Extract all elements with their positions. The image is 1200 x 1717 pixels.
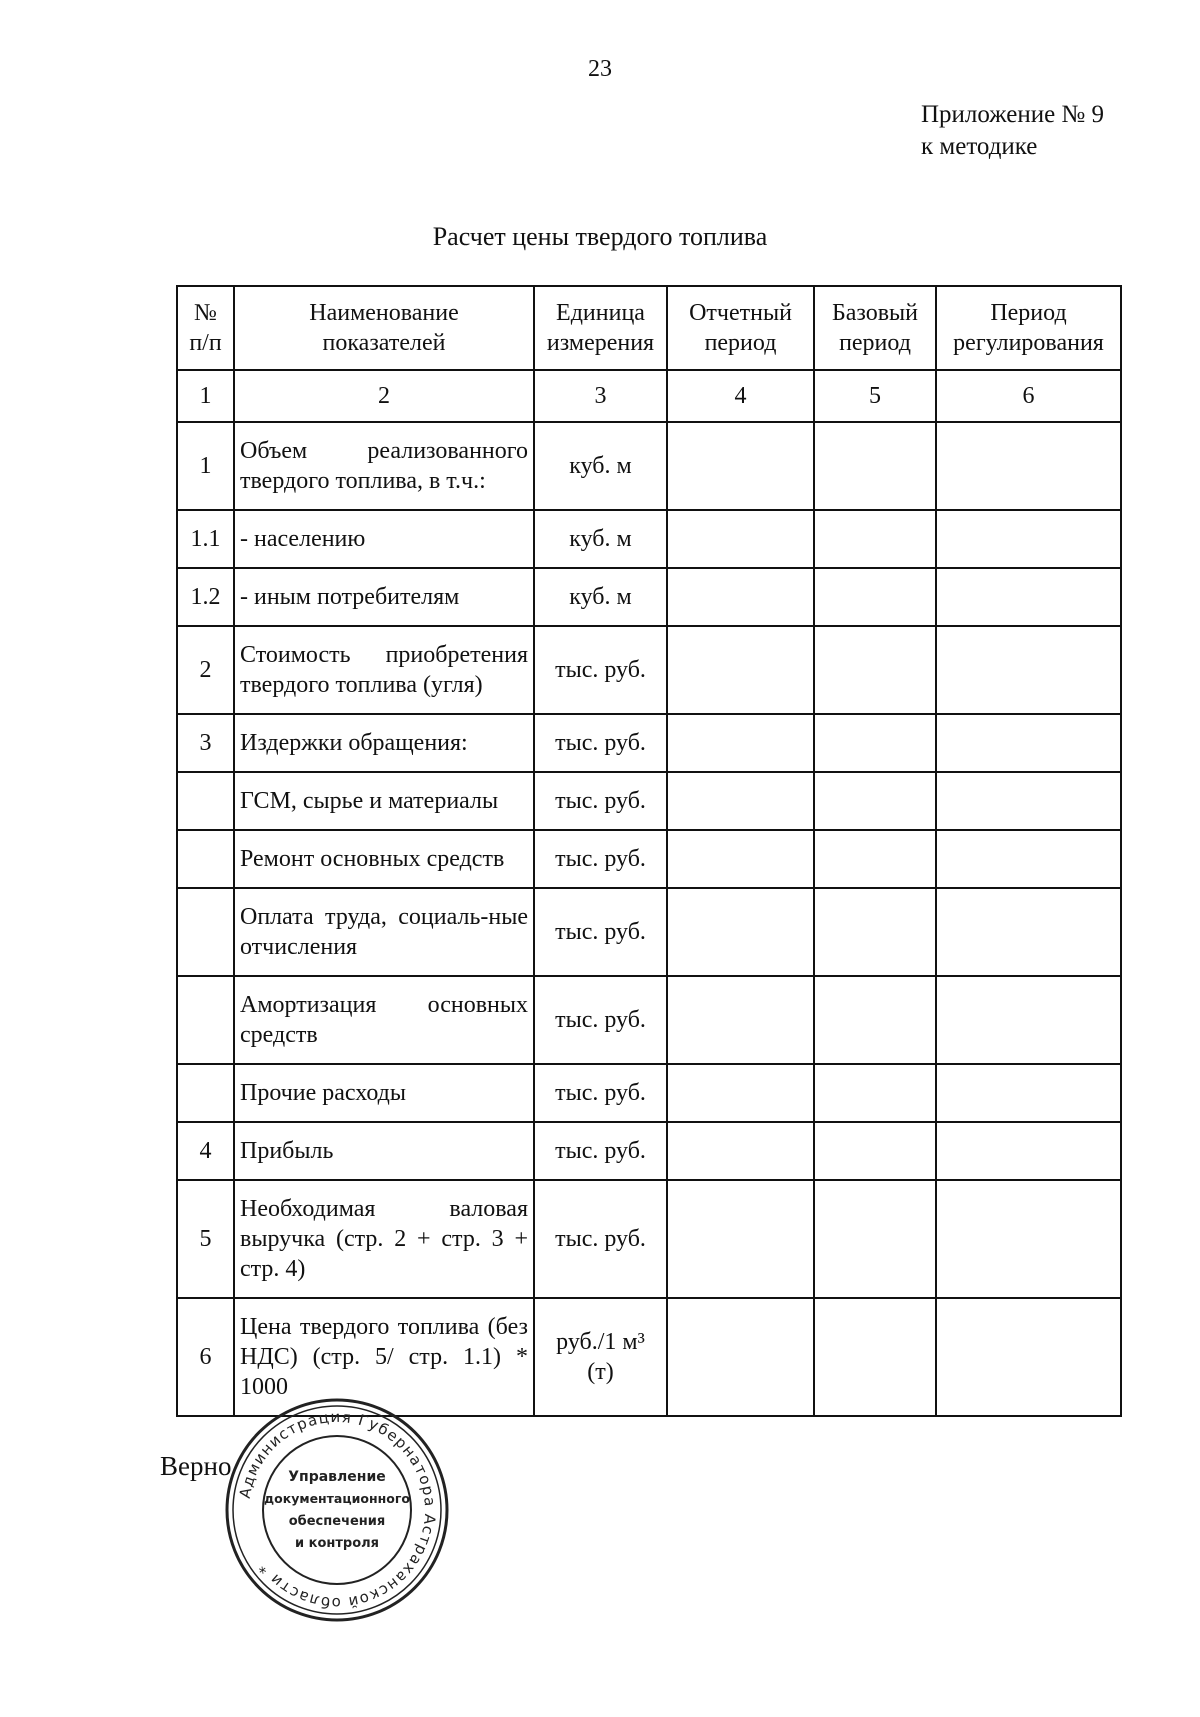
indicator-name-cell: Необходимая валовая выручка (стр. 2 + стр. 3 + стр. 4) bbox=[234, 1180, 534, 1298]
document-title: Расчет цены твердого топлива bbox=[432, 222, 768, 251]
unit-cell: куб. м bbox=[534, 510, 667, 568]
table-row bbox=[177, 888, 1121, 976]
regulation-period-cell bbox=[936, 1180, 1121, 1298]
reported-period-cell bbox=[667, 422, 814, 510]
row-number-cell: 1.1 bbox=[177, 510, 234, 568]
stamp-line-2: документационного bbox=[264, 1491, 410, 1506]
row-number-cell bbox=[177, 888, 234, 976]
row-number-cell: 6 bbox=[177, 1298, 234, 1416]
indicator-name-cell: Прибыль bbox=[234, 1122, 534, 1180]
unit-cell: тыс. руб. bbox=[534, 626, 667, 714]
header-cell: Период регулирования bbox=[936, 286, 1121, 370]
indicator-name-cell: ГСМ, сырье и материалы bbox=[234, 772, 534, 830]
regulation-period-cell bbox=[936, 1064, 1121, 1122]
reported-period-cell bbox=[667, 1122, 814, 1180]
verno-label: Верно bbox=[160, 1451, 232, 1481]
base-period-cell bbox=[814, 1064, 936, 1122]
regulation-period-cell bbox=[936, 714, 1121, 772]
official-stamp bbox=[222, 1395, 452, 1625]
table-row bbox=[177, 714, 1121, 772]
reported-period-cell bbox=[667, 626, 814, 714]
row-number-cell bbox=[177, 976, 234, 1064]
appendix-label bbox=[921, 99, 1104, 163]
table-row bbox=[177, 510, 1121, 568]
header-cell: Базовый период bbox=[814, 286, 936, 370]
base-period-cell bbox=[814, 510, 936, 568]
regulation-period-cell bbox=[936, 1122, 1121, 1180]
reported-period-cell bbox=[667, 568, 814, 626]
indicator-name-cell: Оплата труда, социаль-ные отчисления bbox=[234, 888, 534, 976]
table-row bbox=[177, 1180, 1121, 1298]
reported-period-cell bbox=[667, 888, 814, 976]
reported-period-cell bbox=[667, 1298, 814, 1416]
table-row bbox=[177, 626, 1121, 714]
reported-period-cell bbox=[667, 1064, 814, 1122]
header-cell: Единица измерения bbox=[534, 286, 667, 370]
reported-period-cell bbox=[667, 510, 814, 568]
indicator-name-cell: - населению bbox=[234, 510, 534, 568]
unit-cell: тыс. руб. bbox=[534, 976, 667, 1064]
unit-cell: тыс. руб. bbox=[534, 714, 667, 772]
regulation-period-cell bbox=[936, 830, 1121, 888]
unit-cell: тыс. руб. bbox=[534, 888, 667, 976]
row-number-cell: 4 bbox=[177, 1122, 234, 1180]
regulation-period-cell bbox=[936, 772, 1121, 830]
column-number: 5 bbox=[814, 370, 936, 422]
unit-cell: куб. м bbox=[534, 568, 667, 626]
table-row bbox=[177, 1064, 1121, 1122]
table-row bbox=[177, 422, 1121, 510]
indicator-name-cell: Издержки обращения: bbox=[234, 714, 534, 772]
indicator-name-cell: Амортизация основных средств bbox=[234, 976, 534, 1064]
regulation-period-cell bbox=[936, 888, 1121, 976]
row-number-cell bbox=[177, 1064, 234, 1122]
row-number-cell: 1.2 bbox=[177, 568, 234, 626]
reported-period-cell bbox=[667, 976, 814, 1064]
stamp-line-3: обеспечения bbox=[288, 1514, 386, 1529]
column-number: 6 bbox=[936, 370, 1121, 422]
base-period-cell bbox=[814, 976, 936, 1064]
indicator-name-cell: Стоимость приобретения твердого топлива (угля) bbox=[234, 626, 534, 714]
reported-period-cell bbox=[667, 1180, 814, 1298]
svg-text:Администрация Губернатора Астр bbox=[236, 1408, 439, 1612]
certification-block bbox=[160, 1395, 460, 1625]
regulation-period-cell bbox=[936, 510, 1121, 568]
unit-cell: тыс. руб. bbox=[534, 772, 667, 830]
base-period-cell bbox=[814, 714, 936, 772]
unit-cell: тыс. руб. bbox=[534, 1122, 667, 1180]
base-period-cell bbox=[814, 1180, 936, 1298]
regulation-period-cell bbox=[936, 568, 1121, 626]
unit-cell: руб./1 м³ (т) bbox=[534, 1298, 667, 1416]
indicator-name-cell: - иным потребителям bbox=[234, 568, 534, 626]
row-number-cell: 3 bbox=[177, 714, 234, 772]
column-number: 1 bbox=[177, 370, 234, 422]
indicator-name-cell: Цена твердого топлива (без НДС) (стр. 5/ стр. 1.1) * 1000 bbox=[234, 1298, 534, 1416]
table-row bbox=[177, 830, 1121, 888]
row-number-cell: 2 bbox=[177, 626, 234, 714]
column-number: 2 bbox=[234, 370, 534, 422]
regulation-period-cell bbox=[936, 422, 1121, 510]
header-cell: Наименование показателей bbox=[234, 286, 534, 370]
header-cell: Отчетный период bbox=[667, 286, 814, 370]
reported-period-cell bbox=[667, 714, 814, 772]
appendix-line-2: к методике bbox=[921, 133, 1038, 160]
table-row bbox=[177, 1122, 1121, 1180]
regulation-period-cell bbox=[936, 976, 1121, 1064]
base-period-cell bbox=[814, 1122, 936, 1180]
base-period-cell bbox=[814, 422, 936, 510]
table-row bbox=[177, 976, 1121, 1064]
table-row bbox=[177, 568, 1121, 626]
unit-cell: тыс. руб. bbox=[534, 1064, 667, 1122]
indicator-name-cell: Объем реализованного твердого топлива, в т.ч.: bbox=[234, 422, 534, 510]
row-number-cell bbox=[177, 772, 234, 830]
base-period-cell bbox=[814, 772, 936, 830]
base-period-cell bbox=[814, 1298, 936, 1416]
unit-cell: куб. м bbox=[534, 422, 667, 510]
stamp-ring-text: Администрация Губернатора Астраханской области * bbox=[235, 1407, 440, 1613]
base-period-cell bbox=[814, 568, 936, 626]
row-number-cell: 1 bbox=[177, 422, 234, 510]
header-cell: № п/п bbox=[177, 286, 234, 370]
column-number: 4 bbox=[667, 370, 814, 422]
indicator-name-cell: Прочие расходы bbox=[234, 1064, 534, 1122]
row-number-cell bbox=[177, 830, 234, 888]
appendix-line-1: Приложение № 9 bbox=[921, 101, 1105, 128]
row-number-cell: 5 bbox=[177, 1180, 234, 1298]
reported-period-cell bbox=[667, 772, 814, 830]
indicator-name-cell: Ремонт основных средств bbox=[234, 830, 534, 888]
stamp-line-1: Управление bbox=[288, 1469, 386, 1485]
base-period-cell bbox=[814, 626, 936, 714]
table-header-row bbox=[177, 286, 1121, 370]
base-period-cell bbox=[814, 888, 936, 976]
stamp-line-4: и контроля bbox=[294, 1536, 380, 1551]
regulation-period-cell bbox=[936, 1298, 1121, 1416]
column-number: 3 bbox=[534, 370, 667, 422]
page-number: 23 bbox=[588, 56, 612, 82]
unit-cell: тыс. руб. bbox=[534, 830, 667, 888]
reported-period-cell bbox=[667, 830, 814, 888]
unit-cell: тыс. руб. bbox=[534, 1180, 667, 1298]
price-calculation-table bbox=[176, 285, 1122, 1417]
column-number-row bbox=[177, 370, 1121, 422]
table-row bbox=[177, 772, 1121, 830]
base-period-cell bbox=[814, 830, 936, 888]
regulation-period-cell bbox=[936, 626, 1121, 714]
